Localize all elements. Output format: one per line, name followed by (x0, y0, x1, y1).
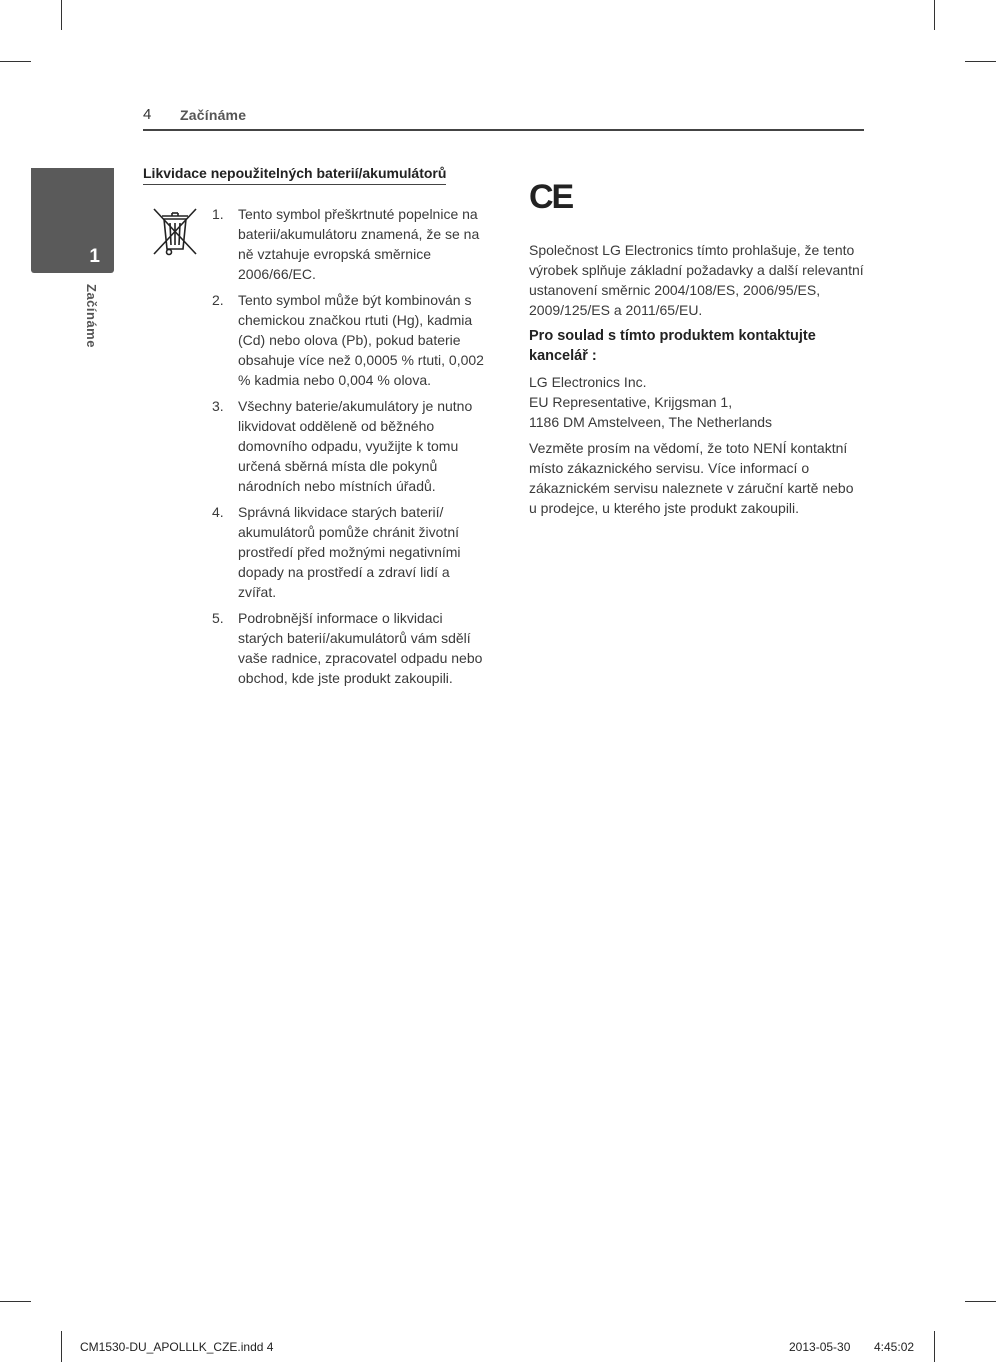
list-item-text: Všechny baterie/akumulátory je nutno likvidovat odděleně od běžného domovního odpadu, využijte k tomu určená sběrná místa dle pokynů národních nebo místních úřadů. (238, 398, 473, 494)
footer-filename: CM1530-DU_APOLLLK_CZE.indd 4 (80, 1340, 274, 1354)
page-number: 4 (143, 106, 152, 123)
crop-mark (61, 0, 62, 30)
chapter-tab (31, 168, 114, 273)
footer-time: 4:45:02 (874, 1340, 915, 1354)
list-item-text: Správná likvidace starých baterií/ akumulátorů pomůže chránit životní prostředí před možnými negativními dopady na prostředí a zdraví lidí a zvířat. (238, 504, 461, 600)
crossed-out-wheelie-bin-icon (150, 205, 200, 257)
contact-address (529, 372, 864, 432)
disposal-list (212, 204, 487, 694)
header-rule (143, 129, 864, 131)
list-item-number: 1. (212, 206, 224, 222)
list-item (212, 290, 487, 390)
footer-date: 2013-05-30 (789, 1340, 851, 1354)
list-item-text: Tento symbol může být kombinován s chemickou značkou rtuti (Hg), kadmia (Cd) nebo olova (Pb), pokud baterie obsahuje více než 0,0005 % rtuti, 0,002 % kadmia nebo 0,004 % olova. (238, 292, 484, 388)
ce-mark-icon: CE (529, 178, 573, 216)
list-item-number: 3. (212, 398, 224, 414)
list-item-number: 5. (212, 610, 224, 626)
list-item (212, 502, 487, 602)
crop-mark (0, 1301, 31, 1302)
address-line: 1186 DM Amstelveen, The Netherlands (529, 414, 773, 430)
list-item-text: Tento symbol přeškrtnuté popelnice na baterii/akumulátoru znamená, že se na ně vztahuje evropská směrnice 2006/66/EC. (238, 206, 480, 282)
chapter-label: Začínáme (84, 284, 99, 348)
list-item (212, 608, 487, 688)
list-item (212, 204, 487, 284)
declaration-text: Společnost LG Electronics tímto prohlašuje, že tento výrobek splňuje základní požadavky a další relevantní ustanovení směrnic 2004/108/ES, 2006/95/ES, 2009/125/ES a 2011/65/EU. (529, 242, 864, 318)
crop-mark (934, 1331, 935, 1362)
address-line: EU Representative, Krijgsman 1, (529, 394, 733, 410)
contact-heading: Pro soulad s tímto produktem kontaktujte kancelář : (529, 328, 816, 364)
crop-mark (0, 61, 31, 62)
chapter-number: 1 (89, 246, 100, 267)
crop-mark (965, 1301, 996, 1302)
list-item-number: 2. (212, 292, 224, 308)
crop-mark (965, 61, 996, 62)
list-item-text: Podrobnější informace o likvidaci starých baterií/akumulátorů vám sdělí vaše radnice, zpracovatel odpadu nebo obchod, kde jste produkt zakoupili. (238, 610, 483, 686)
list-item (212, 396, 487, 496)
battery-disposal-heading: Likvidace nepoužitelných baterií/akumulátorů (143, 165, 446, 185)
declaration-section (529, 240, 864, 524)
address-line: LG Electronics Inc. (529, 374, 647, 390)
running-header-title: Začínáme (180, 107, 247, 123)
list-item-number: 4. (212, 504, 224, 520)
crop-mark (61, 1331, 62, 1362)
service-note: Vezměte prosím na vědomí, že toto NENÍ kontaktní místo zákaznického servisu. Více informací o zákaznickém servisu naleznete v záruční kartě nebo u prodejce, u kterého jste produkt zakoupili. (529, 440, 854, 516)
crop-mark (934, 0, 935, 30)
